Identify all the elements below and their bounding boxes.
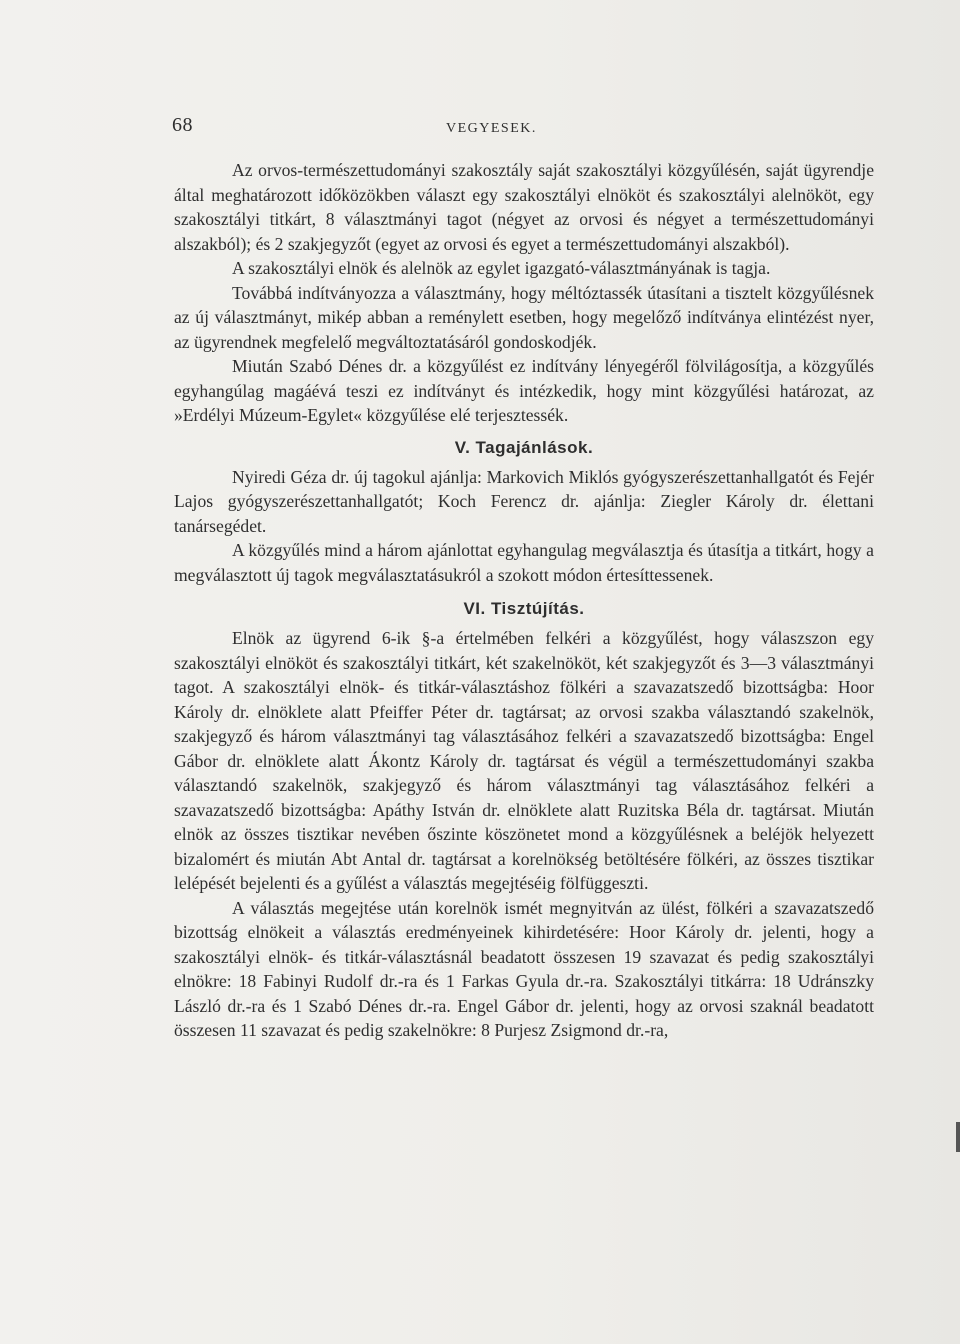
paragraph: A szakosztályi elnök és alelnök az egylet igazgató-választmányának is tagja. xyxy=(232,258,771,278)
paragraph: Az orvos-természettudományi szakosztály saját szakosztályi közgyűlésén, saját ügyrendje által meghatározott időközökben választ egy szakosztályi elnököt és szakosztályi alelnököt, egy szakosztályi titkárt, 8 választmányi tagot (négyet az orvosi és négyet a természettudományi alszakból); és 2 szakjegyzőt (egyet az orvosi és egyet a természettudományi alszakból). xyxy=(174,160,874,254)
paragraph: Továbbá indítványozza a választmány, hogy méltóztassék útasítani a tisztelt közgyűlésnek az új választmányt, mikép abban a reménylett esetben, hogy megelőző indítványa elintézést nyer, az ügyrendnek megfelelő megváltoztatásáról gondoskodjék. xyxy=(174,282,874,352)
paragraph: Elnök az ügyrend 6-ik §-a értelmében felkéri a közgyűlést, hogy válaszszon egy szakosztályi elnököt és szakosztályi titkárt, két szakelnököt, két szakjegyzőt és 3—3 választmányi tagot. A szakosztályi elnök- és titkár-választáshoz fölkéri a szavazatszedő bizottságba: Hoor Károly dr. elnöklete alatt Pfeiffer Péter dr. tagtársat; az orvosi szakba választandó szakelnök, szakjegyző és három választmányi tag választásához felkéri a szavazatszedő bizottságba: Engel Gábor dr. elnöklete alatt Ákontz Károly dr. tagtársat és végül a természettudományi szakba választandó szakelnök, szakjegyző és három választmányi tag választásához felkéri a szavazatszedő bizottságba: Apáthy István dr. elnöklete alatt Ruzitska Béla dr. tagtársat. Miután elnök az összes tisztikar nevében őszinte köszönetet mond a közgyűlésnek a beléjök helyezett bizalomért és miután Abt Antal dr. tagtársat a korelnökség betöltésére fölkéri, az összes tisztikar lelépését bejelenti és a gyűlést a választás megejtéséig fölfüggeszti. xyxy=(174,628,874,893)
paragraph: A választás megejtése után korelnök ismét megnyitván az ülést, fölkéri a szavazatszedő bizottság elnökeit a választás eredményeinek kihirdetésére: Hoor Károly dr. jelenti, hogy a szakosztályi elnök- és titkár-választásnál beadatott összesen 19 szavazat és pedig szakosztályi elnökre: 18 Fabinyi Rudolf dr.-ra és 1 Farkas Gyula dr.-ra. Szakosztályi titkárra: 18 Udránszky László dr.-ra és 1 Szabó Dénes dr.-ra. Engel Gábor dr. jelenti, hogy az orvosi szaknál beadatott összesen 11 szavazat és pedig szakelnökre: 8 Purjesz Zsigmond dr.-ra, xyxy=(174,897,874,1040)
paragraph: Nyiredi Géza dr. új tagokul ajánlja: Markovich Miklós gyógyszerészettanhallgatót és Fejér Lajos gyógyszerészettanhallgatót; Koch Ferencz dr. ajánlja: Ziegler Károly dr. élettani tanársegédet. xyxy=(174,466,874,536)
section-v-block xyxy=(174,465,874,588)
scan-edge-mark xyxy=(956,1122,960,1152)
section-heading-vi: VI. Tisztújítás. xyxy=(463,599,585,618)
paragraph: A közgyűlés mind a három ajánlottat egyhangulag megválasztja és útasítja a titkárt, hogy a megválasztott új tagok megválasztatásukról a szokott módon értesíttessenek. xyxy=(174,540,874,585)
paragraph: Miután Szabó Dénes dr. a közgyűlést ez indítvány lényegéről fölvilágosítja, a közgyűlés egyhangúlag magáévá teszi ez indítványt és intézkedik, hogy mint közgyűlési határozat, az »Erdélyi Múzeum-Egylet« közgyűlése elé terjesztessék. xyxy=(174,356,874,425)
running-head: VEGYESEK. xyxy=(446,121,537,136)
page-number: 68 xyxy=(172,114,193,136)
body-text xyxy=(174,158,874,1043)
intro-block xyxy=(174,158,874,428)
section-heading-v: V. Tagajánlások. xyxy=(454,437,594,457)
section-vi-block xyxy=(174,626,874,1043)
